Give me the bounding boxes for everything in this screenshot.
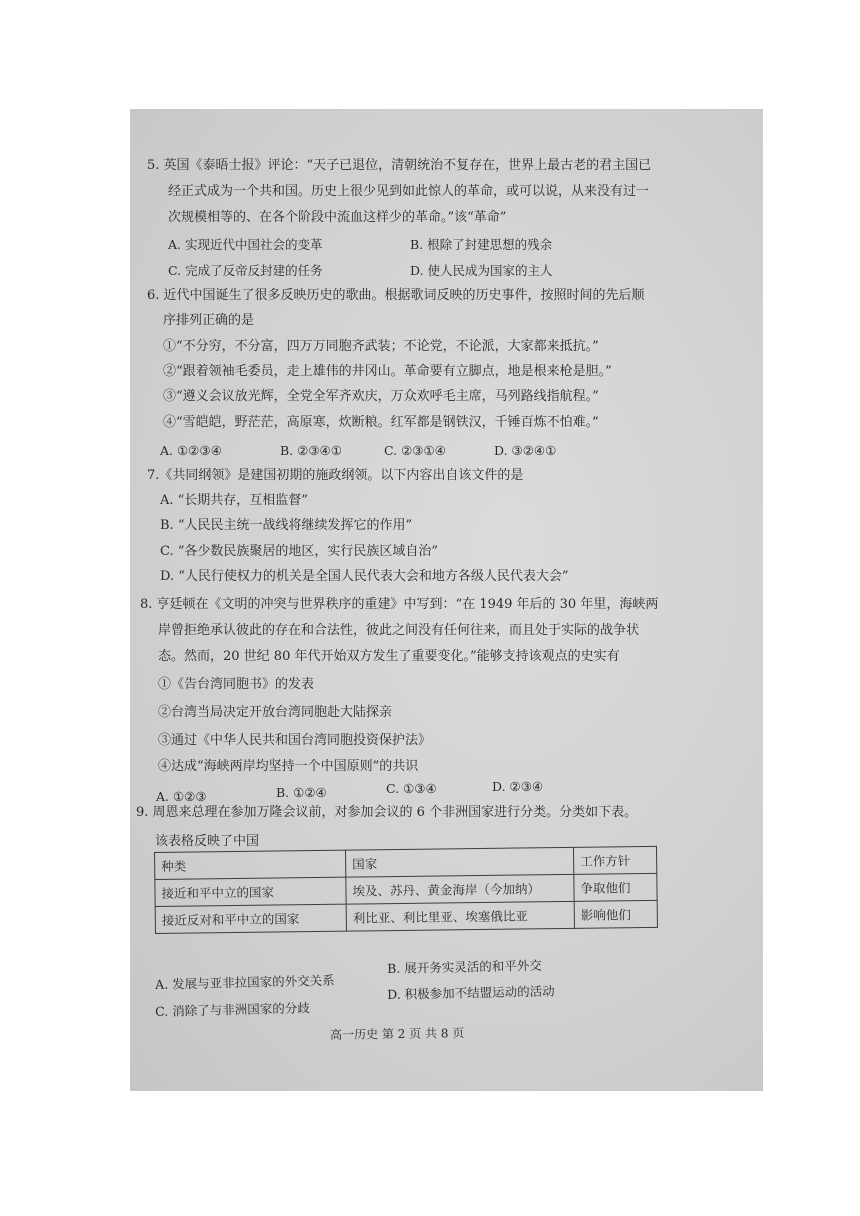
q8-option-b: B. ①②④ <box>276 785 327 800</box>
q6-option-c: C. ②③①④ <box>384 443 446 458</box>
page-footer: 高一历史 第 2 页 共 8 页 <box>330 1026 465 1042</box>
q5-stem-line-3: 次规模相等的、在各个阶段中流血这样少的革命。”该“革命” <box>168 210 507 225</box>
q5-option-b: B. 根除了封建思想的残余 <box>410 237 553 252</box>
q9-option-a: A. 发展与亚非拉国家的外交关系 <box>155 972 335 992</box>
q6-option-a: A. ①②③④ <box>160 443 222 458</box>
q6-item-3: ③“遵义会议放光辉，全党全军齐欢庆，万众欢呼毛主席，马列路线指航程。” <box>163 389 599 404</box>
table-header-cell: 工作方针 <box>573 846 656 874</box>
table-cell: 利比亚、利比里亚、埃塞俄比亚 <box>346 901 574 931</box>
q8-stem-line-2: 岸曾拒绝承认彼此的存在和合法性，彼此之间没有任何往来，而且处于实际的战争状 <box>158 623 640 638</box>
q9-stem-line-2: 该表格反映了中国 <box>155 834 260 849</box>
q8-item-4: ④达成“海峡两岸均坚持一个中国原则”的共识 <box>158 759 419 774</box>
q7-option-d: D. “人民行使权力的机关是全国人民代表大会和地方各级人民代表大会” <box>160 569 569 584</box>
q9-option-b: B. 展开务实灵活的和平外交 <box>387 957 542 976</box>
q7-option-a: A. “长期共存，互相监督” <box>160 493 308 508</box>
q6-item-4: ④“雪皑皑，野茫茫，高原寒，炊断粮。红军都是钢铁汉，千锤百炼不怕难。” <box>163 415 599 430</box>
q5-option-a: A. 实现近代中国社会的变革 <box>168 237 323 252</box>
q9-option-d: D. 积极参加不结盟运动的活动 <box>387 983 555 1002</box>
q7-option-c: C. “各少数民族聚居的地区，实行民族区域自治” <box>160 544 439 559</box>
q9-stem-line-1: 9. 周恩来总理在参加万隆会议前，对参加会议的 6 个非洲国家进行分类。分类如下表。 <box>136 805 638 820</box>
q6-stem-line-1: 6. 近代中国诞生了很多反映历史的歌曲。根据歌词反映的历史事件，按照时间的先后顺 <box>147 288 645 303</box>
q7-stem: 7.《共同纲领》是建国初期的施政纲领。以下内容出自该文件的是 <box>147 468 524 483</box>
table-cell: 影响他们 <box>574 900 657 928</box>
q8-option-d: D. ②③④ <box>492 779 544 794</box>
q8-item-3: ③通过《中华人民共和国台湾同胞投资保护法》 <box>158 733 432 748</box>
q6-option-d: D. ③②④① <box>494 443 557 458</box>
table-header-cell: 种类 <box>155 850 346 879</box>
q6-option-b: B. ②③④① <box>280 443 342 458</box>
q6-item-1: ①“不分穷，不分富，四万万同胞齐武装；不论党，不论派，大家都来抵抗。” <box>163 339 599 354</box>
q7-option-b: B. “人民民主统一战线将继续发挥它的作用” <box>160 518 413 533</box>
q5-stem-line-2: 经正式成为一个共和国。历史上很少见到如此惊人的革命，或可以说，从来没有过一 <box>168 184 650 199</box>
q9-option-c: C. 消除了与非洲国家的分歧 <box>155 1000 310 1019</box>
q8-stem-line-1: 8. 亨廷顿在《文明的冲突与世界秩序的重建》中写到：“在 1949 年后的 30 年里，海峡两 <box>140 597 659 612</box>
q8-option-a: A. ①②③ <box>156 789 207 804</box>
q5-option-c: C. 完成了反帝反封建的任务 <box>168 263 323 278</box>
q6-item-2: ②“跟着领袖毛委员，走上雄伟的井冈山。革命要有立脚点，地是根来枪是胆。” <box>163 364 612 379</box>
table-cell: 接近和平中立的国家 <box>155 877 346 906</box>
q6-stem-line-2: 序排列正确的是 <box>163 313 255 328</box>
q8-option-c: C. ①③④ <box>386 781 437 796</box>
q8-item-2: ②台湾当局决定开放台湾同胞赴大陆探亲 <box>158 705 393 720</box>
country-classification-table <box>154 852 659 966</box>
q5-stem-line-1: 5. 英国《泰晤士报》评论：“天子已退位，清朝统治不复存在，世界上最古老的君主国已 <box>147 158 652 173</box>
q8-stem-line-3: 态。然而，20 世纪 80 年代开始双方发生了重要变化。”能够支持该观点的史实有 <box>158 649 620 664</box>
q5-option-d: D. 使人民成为国家的主人 <box>410 263 553 278</box>
table-header-cell: 国家 <box>345 847 573 877</box>
table-cell: 埃及、苏丹、黄金海岸（今加纳） <box>346 874 574 904</box>
table-cell: 争取他们 <box>574 873 657 901</box>
table-cell: 接近反对和平中立的国家 <box>155 904 346 933</box>
q8-item-1: ①《告台湾同胞书》的发表 <box>158 677 315 692</box>
table-row <box>155 900 657 933</box>
